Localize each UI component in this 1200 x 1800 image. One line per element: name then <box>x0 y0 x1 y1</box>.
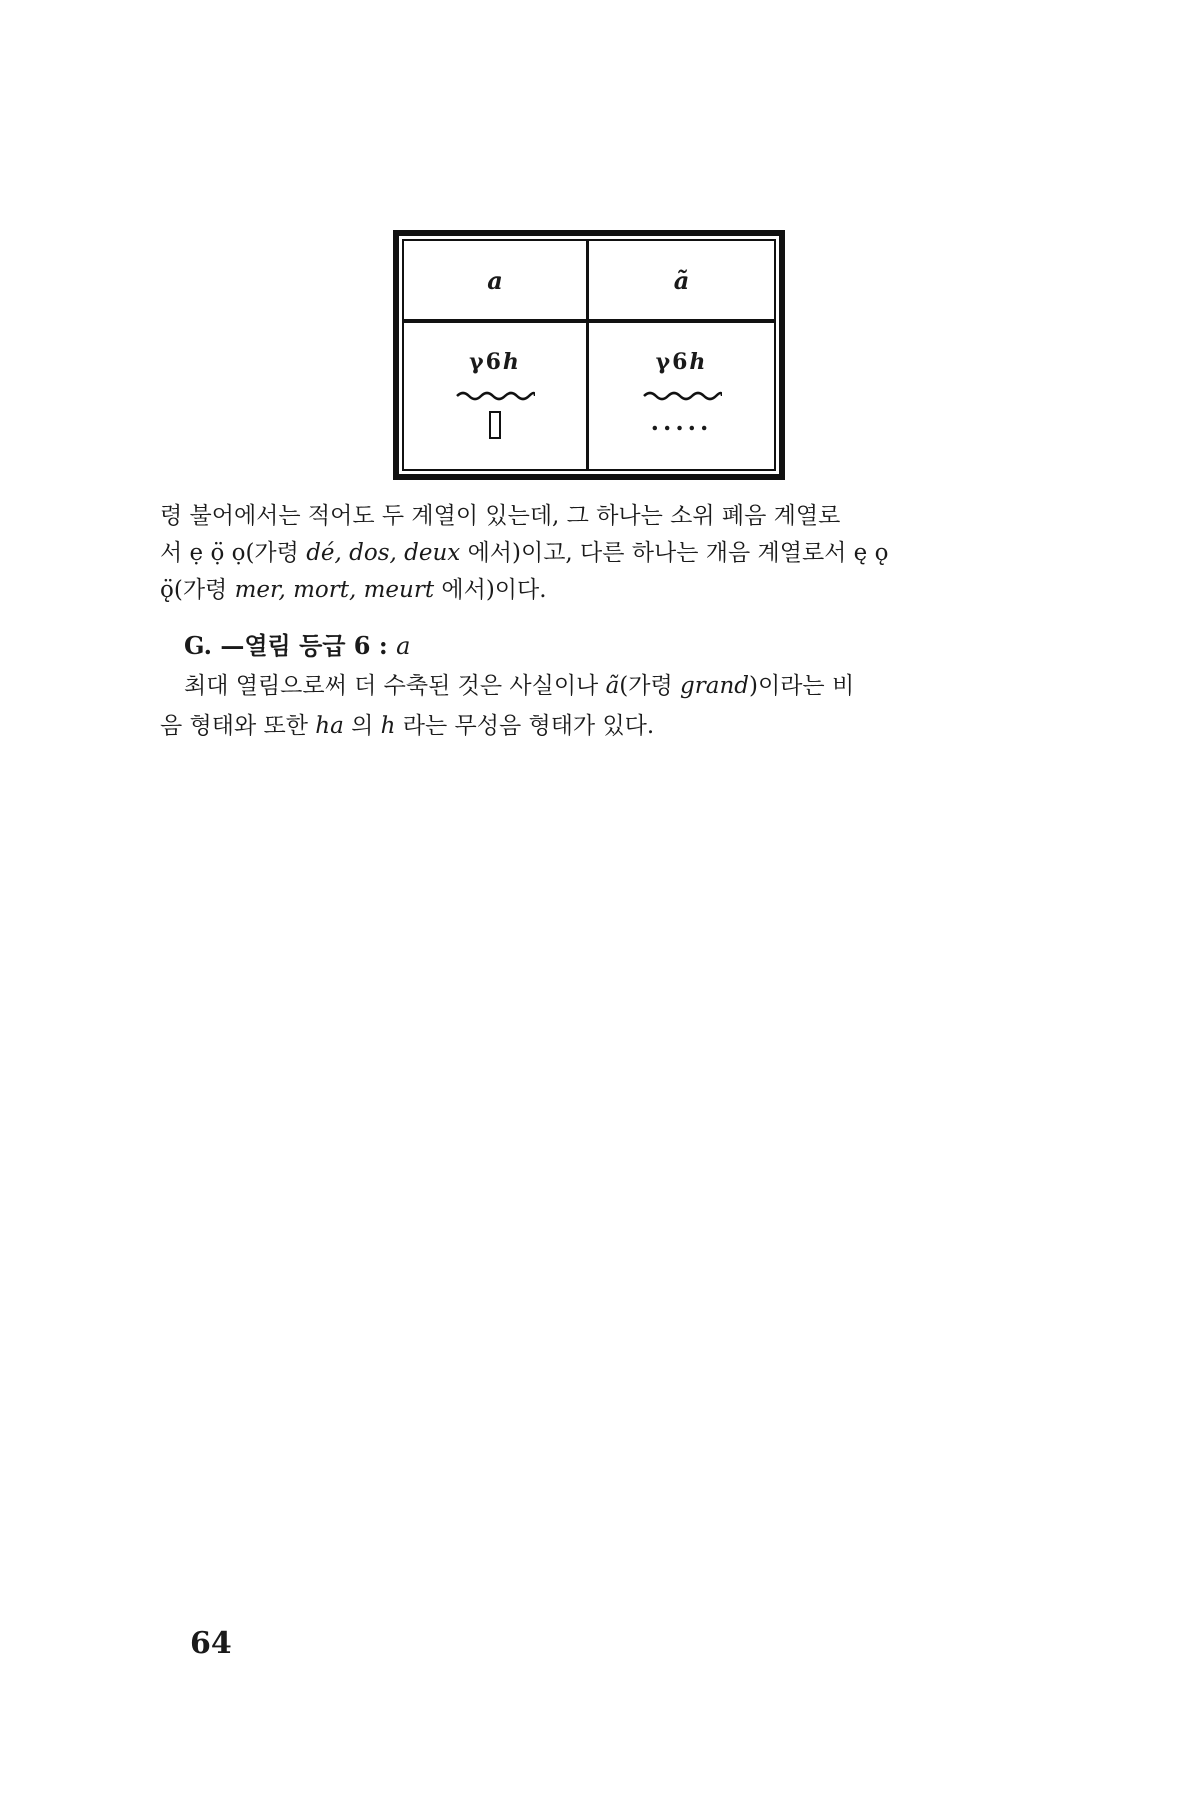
articulation-symbols: γ6h <box>469 349 521 375</box>
page-number: 64 <box>190 1626 232 1661</box>
text-line: 령 불어에서는 적어도 두 계열이 있는데, 그 하나는 소위 폐음 계열로 <box>160 503 841 529</box>
articulation-symbols: γ6h <box>655 349 708 375</box>
paragraph-vowel-series <box>160 498 1030 609</box>
articulation-table <box>393 230 785 480</box>
table-head-a-nasal: ã <box>589 241 774 323</box>
wavy-line-icon <box>642 389 722 403</box>
table-head-a: a <box>404 241 589 323</box>
table-cell-a <box>404 323 589 469</box>
wavy-line-icon <box>455 389 535 403</box>
text-line: 음 형태와 또한 ha 의 h 라는 무성음 형태가 있다. <box>160 713 655 739</box>
dotted-line-mark: ..... <box>650 407 713 436</box>
text-line: 서 ẹ ọ̈ ọ(가령 dé, dos, deux 에서)이고, 다른 하나는 개음 계열로서 ę ǫ <box>160 540 889 566</box>
paragraph-aperture-6 <box>160 666 1030 746</box>
text-line: ǫ̈(가령 mer, mort, meurt 에서)이다. <box>160 577 547 603</box>
text-line: 최대 열림으로써 더 수축된 것은 사실이나 ã(가령 grand)이라는 비 <box>184 673 855 699</box>
table-cell-a-nasal <box>589 323 774 469</box>
rectangle-mark-icon <box>489 411 501 439</box>
section-heading: G. —열림 등급 6 : a <box>184 631 411 660</box>
